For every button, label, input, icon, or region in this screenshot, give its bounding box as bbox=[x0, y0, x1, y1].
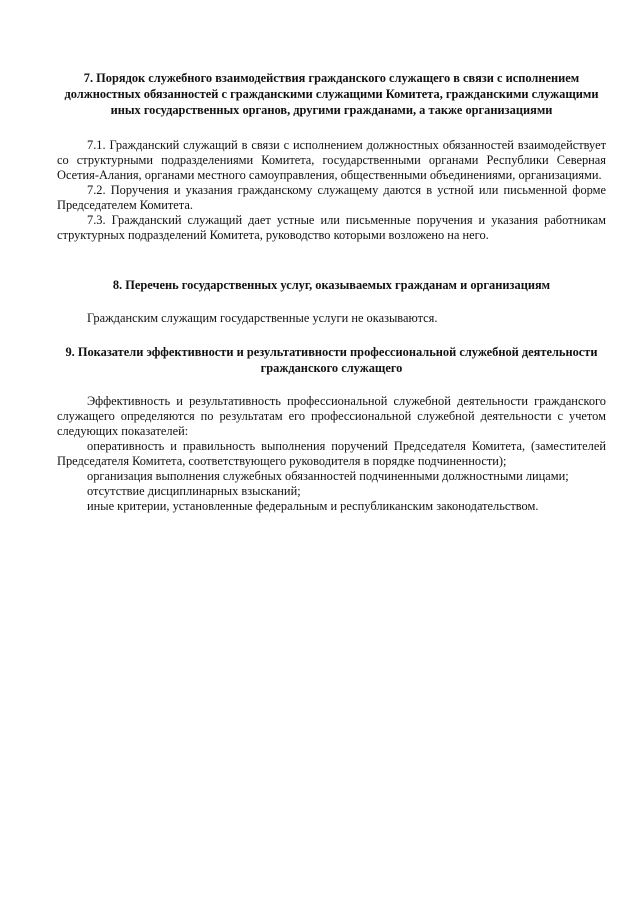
section-7-paragraph-1: 7.1. Гражданский служащий в связи с исполнением должностных обязанностей взаимодействует со структурными подразделениями Комитета, государственными органами Республики Северная Осетия-Алания, органами местного самоуправления, общественными объединениями, организациями. bbox=[57, 138, 606, 182]
section-9-paragraph-3: организация выполнения служебных обязанностей подчиненными должностными лицами; bbox=[87, 469, 569, 483]
section-8-heading: 8. Перечень государственных услуг, оказываемых гражданам и организациям bbox=[112, 278, 551, 292]
section-8-paragraph-1: Гражданским служащим государственные услуги не оказываются. bbox=[87, 311, 438, 325]
section-9-paragraph-4: отсутствие дисциплинарных взысканий; bbox=[87, 484, 301, 498]
section-9-heading: 9. Показатели эффективности и результативности профессиональной служебной деятельности гражданского служащего bbox=[65, 345, 598, 375]
section-9-paragraph-2: оперативность и правильность выполнения поручений Председателя Комитета, (заместителей Председателя Комитета, соответствующего руководителя в порядке подчиненности); bbox=[57, 439, 606, 468]
section-9-paragraph-1: Эффективность и результативность профессиональной служебной деятельности гражданского служащего определяются по результатам его профессиональной служебной деятельности с учетом следующих показателей: bbox=[57, 394, 606, 438]
section-9-paragraph-5: иные критерии, установленные федеральным и республиканским законодательством. bbox=[87, 499, 539, 513]
section-7-paragraph-3: 7.3. Гражданский служащий дает устные или письменные поручения и указания работникам структурных подразделений Комитета, руководство которыми возложено на него. bbox=[57, 213, 606, 242]
section-7-heading: 7. Порядок служебного взаимодействия гражданского служащего в связи с исполнением должностных обязанностей с гражданскими служащими Комитета, гражданскими служащими иных государственных органов, другими гражданами, а также организациями bbox=[64, 71, 599, 117]
section-7-paragraph-2: 7.2. Поручения и указания гражданскому служащему даются в устной или письменной форме Председателем Комитета. bbox=[57, 183, 606, 212]
